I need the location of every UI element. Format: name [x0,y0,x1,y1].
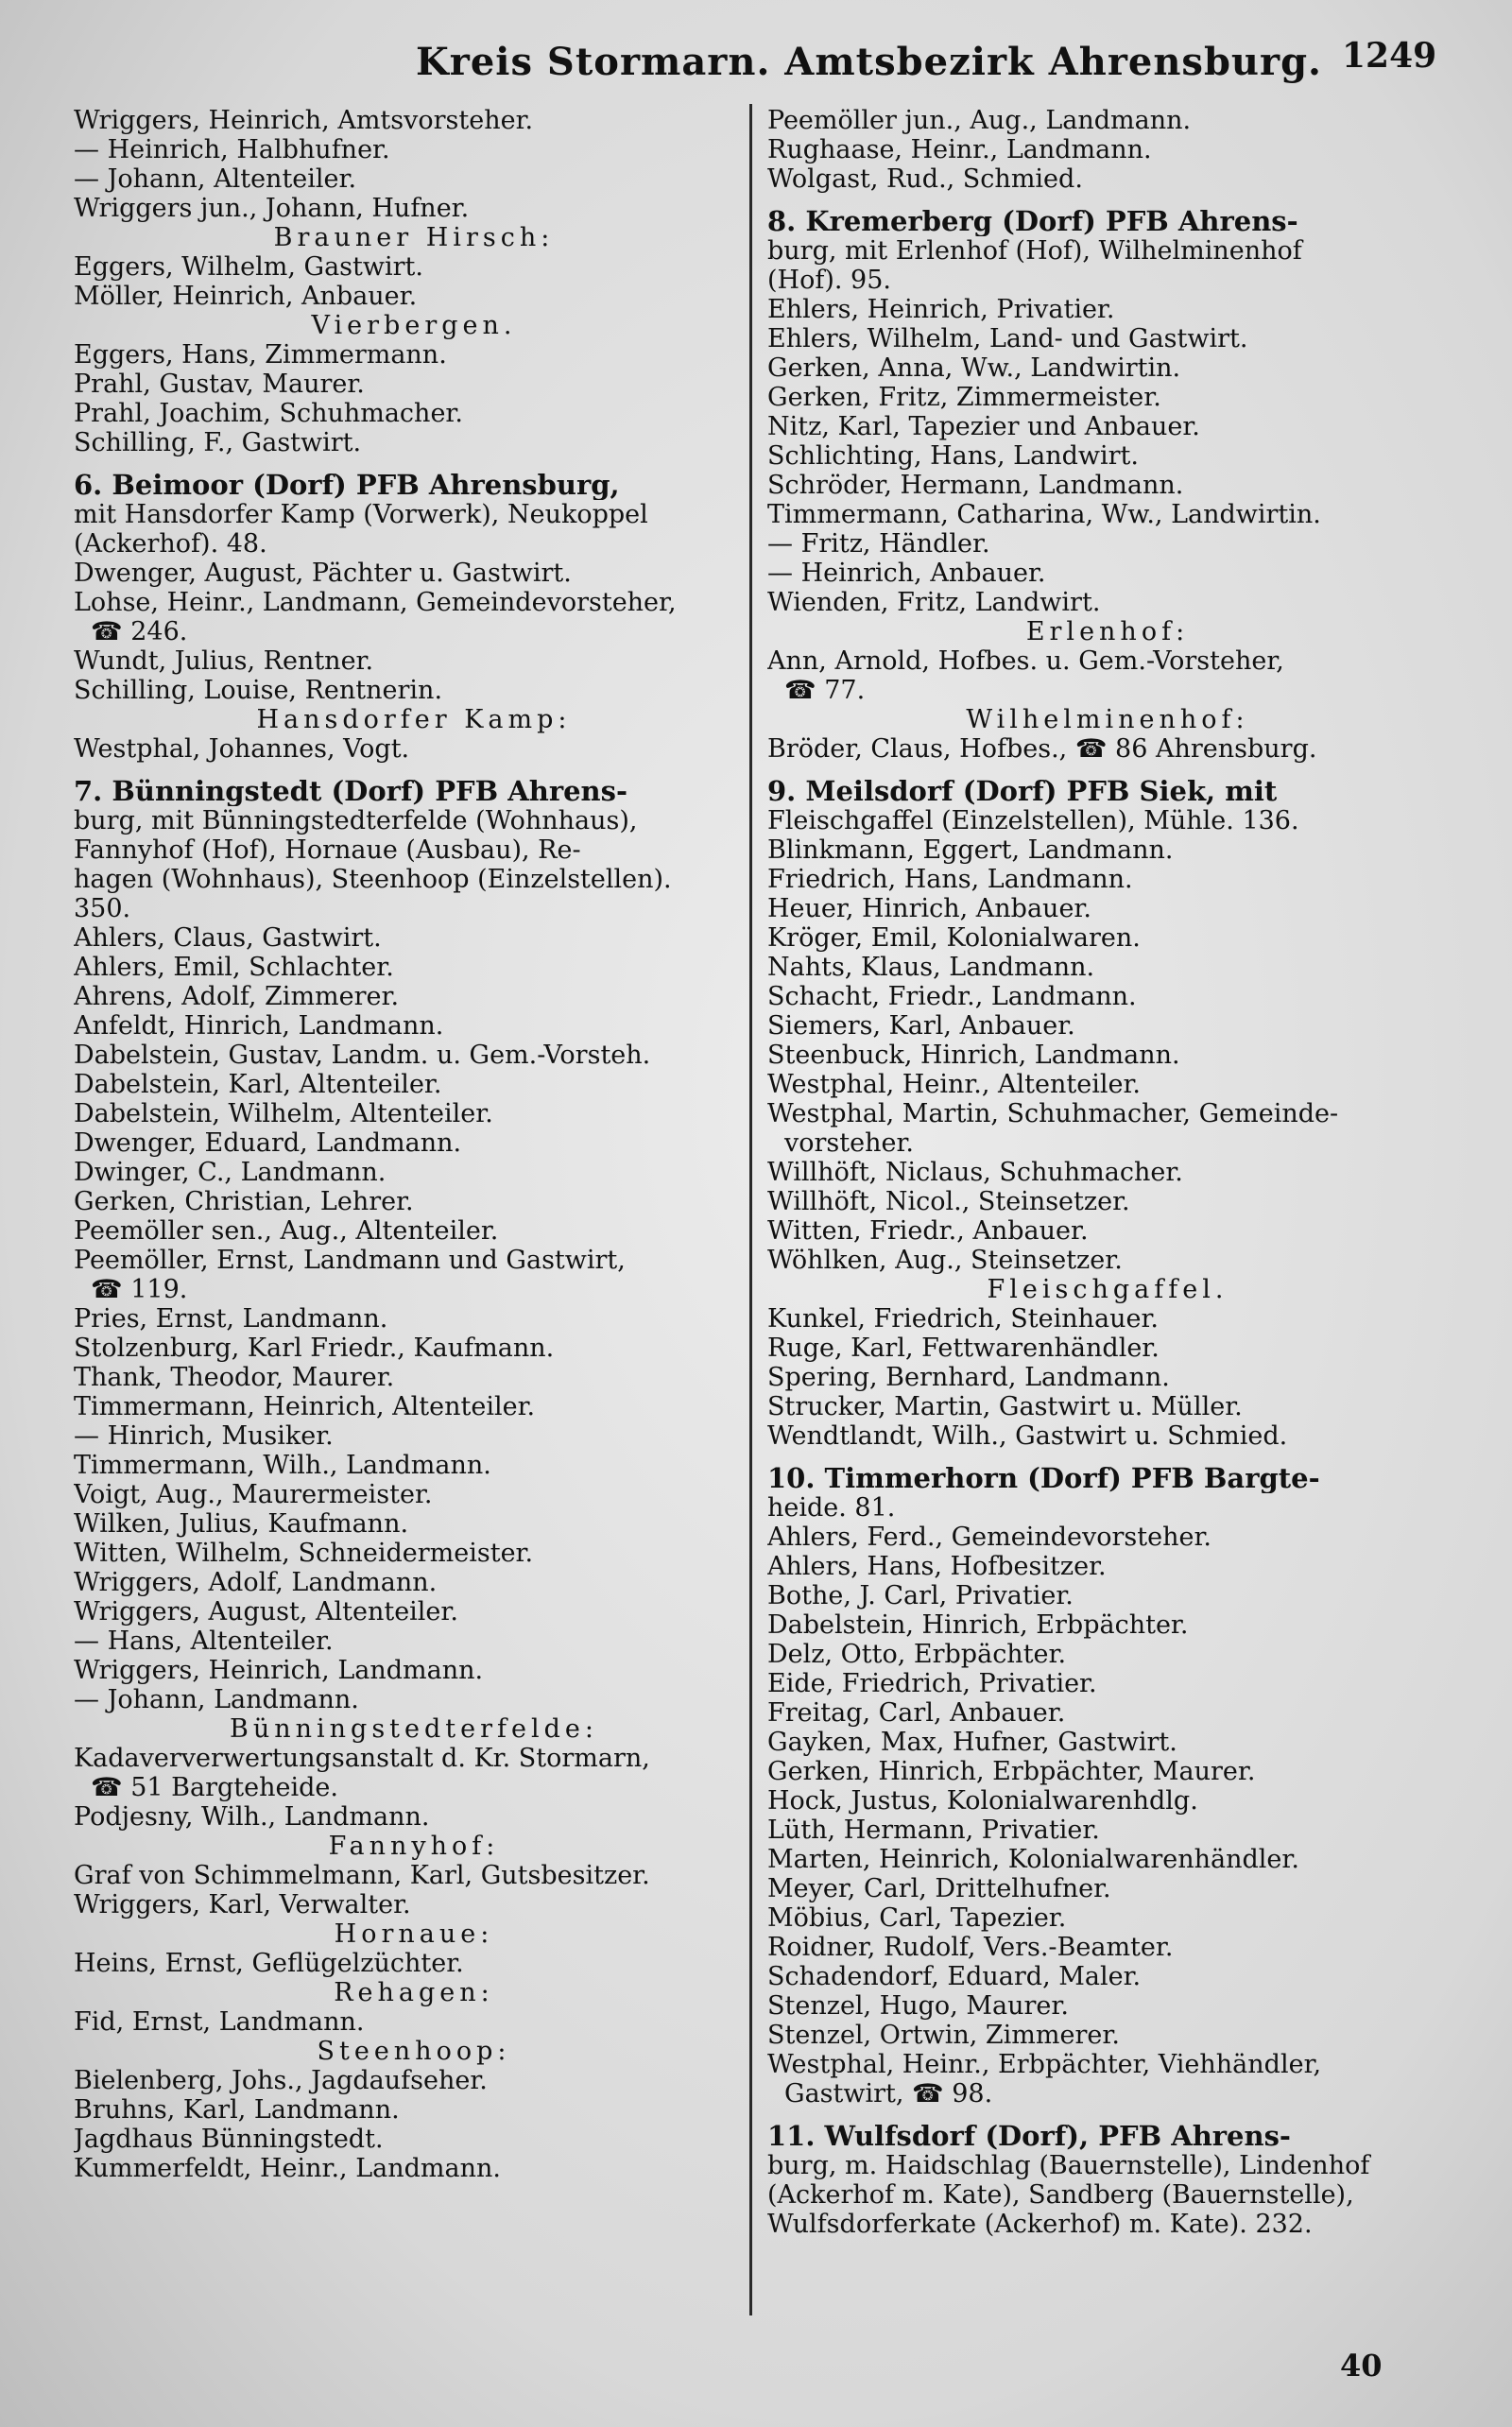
directory-entry: Wolgast, Rud., Schmied. [767,164,1083,194]
directory-entry: Fannyhof (Hof), Hornaue (Ausbau), Re- [74,835,581,865]
directory-entry: Kunkel, Friedrich, Steinhauer. [767,1304,1159,1334]
directory-entry: Dwinger, C., Landmann. [74,1158,387,1187]
directory-entry: Eide, Friedrich, Privatier. [767,1669,1097,1698]
directory-entry: Wendtlandt, Wilh., Gastwirt u. Schmied. [767,1421,1288,1451]
locality-subheading: Erlenhof: [1025,617,1190,646]
directory-entry: mit Hansdorfer Kamp (Vorwerk), Neukoppel [74,500,648,529]
locality-subheading: Fannyhof: [328,1832,500,1861]
directory-entry: Graf von Schimmelmann, Karl, Gutsbesitzer. [74,1861,650,1890]
municipality-heading: 9. Meilsdorf (Dorf) PFB Siek, mit [767,777,1278,806]
directory-entry: Heuer, Hinrich, Anbauer. [767,894,1091,923]
directory-entry: Ahlers, Claus, Gastwirt. [74,923,382,953]
directory-entry: Delz, Otto, Erbpächter. [767,1640,1067,1669]
directory-entry: Wienden, Fritz, Landwirt. [767,588,1101,617]
directory-entry: Dwenger, August, Pächter u. Gastwirt. [74,559,572,588]
directory-entry: burg, mit Bünningstedterfelde (Wohnhaus), [74,806,638,835]
directory-entry: Ehlers, Heinrich, Privatier. [767,295,1115,324]
directory-entry: Stolzenburg, Karl Friedr., Kaufmann. [74,1334,555,1363]
page-number: 1249 [1342,36,1437,76]
directory-entry: Peemöller jun., Aug., Landmann. [767,106,1192,135]
directory-entry: Timmermann, Heinrich, Altenteiler. [74,1392,536,1421]
directory-entry: Dabelstein, Wilhelm, Altenteiler. [74,1099,493,1128]
directory-entry: Peemöller, Ernst, Landmann und Gastwirt, [74,1246,626,1275]
directory-entry: Schröder, Hermann, Landmann. [767,471,1184,500]
municipality-heading: 8. Kremerberg (Dorf) PFB Ahrens- [767,207,1298,236]
directory-entry: hagen (Wohnhaus), Steenhoop (Einzelstellen). [74,865,672,894]
directory-entry: — Heinrich, Anbauer. [767,559,1046,588]
directory-entry: Willhöft, Niclaus, Schuhmacher. [767,1158,1183,1187]
directory-entry: Kröger, Emil, Kolonialwaren. [767,923,1141,953]
directory-entry: Eggers, Wilhelm, Gastwirt. [74,252,423,282]
directory-entry: Ruge, Karl, Fettwarenhändler. [767,1334,1160,1363]
directory-entry: Wilken, Julius, Kaufmann. [74,1509,409,1539]
directory-entry: (Ackerhof). 48. [74,529,267,559]
locality-subheading: Brauner Hirsch: [273,223,555,252]
directory-entry: Gerken, Anna, Ww., Landwirtin. [767,353,1181,383]
directory-entry: Stenzel, Hugo, Maurer. [767,1991,1069,2021]
directory-entry: — Heinrich, Halbhufner. [74,135,390,164]
directory-entry: Wundt, Julius, Rentner. [74,646,374,676]
directory-entry: Fleischgaffel (Einzelstellen), Mühle. 136. [767,806,1299,835]
directory-entry: Gayken, Max, Hufner, Gastwirt. [767,1728,1177,1757]
entry-continuation: ☎ 51 Bargteheide. [91,1773,338,1802]
locality-subheading: Bünningstedterfelde: [230,1714,598,1744]
right-column [767,106,1448,2239]
directory-entry: Willhöft, Nicol., Steinsetzer. [767,1187,1130,1216]
directory-entry: Westphal, Heinr., Altenteiler. [767,1070,1141,1099]
directory-entry: Gerken, Fritz, Zimmermeister. [767,383,1161,412]
directory-entry: heide. 81. [767,1493,896,1523]
directory-entry: Schilling, F., Gastwirt. [74,428,362,457]
directory-entry: Siemers, Karl, Anbauer. [767,1011,1075,1041]
directory-entry: Wulfsdorferkate (Ackerhof) m. Kate). 232. [767,2210,1313,2239]
entry-continuation: Gastwirt, ☎ 98. [784,2079,993,2109]
directory-entry: Wriggers, Karl, Verwalter. [74,1890,411,1919]
left-column [74,106,754,2183]
directory-entry: — Fritz, Händler. [767,529,990,559]
directory-entry: Westphal, Heinr., Erbpächter, Viehhändler, [767,2050,1322,2079]
column-divider [749,104,752,2315]
directory-entry: Anfeldt, Hinrich, Landmann. [74,1011,444,1041]
directory-entry: Ahlers, Emil, Schlachter. [74,953,394,982]
directory-entry: — Hinrich, Musiker. [74,1421,334,1451]
directory-entry: Westphal, Martin, Schuhmacher, Gemeinde- [767,1099,1339,1128]
entry-continuation: vorsteher. [784,1128,914,1158]
municipality-heading: 11. Wulfsdorf (Dorf), PFB Ahrens- [767,2122,1291,2151]
directory-entry: Roidner, Rudolf, Vers.-Beamter. [767,1933,1174,1962]
directory-entry: Ahrens, Adolf, Zimmerer. [74,982,400,1011]
directory-entry: Voigt, Aug., Maurermeister. [74,1480,433,1509]
directory-entry: Wriggers, Adolf, Landmann. [74,1568,438,1597]
directory-entry: Eggers, Hans, Zimmermann. [74,340,447,370]
directory-entry: burg, m. Haidschlag (Bauernstelle), Lindenhof [767,2151,1370,2180]
locality-subheading: Hornaue: [334,1919,494,1949]
directory-entry: Heins, Ernst, Geflügelzüchter. [74,1949,464,1978]
directory-entry: 350. [74,894,131,923]
entry-continuation: ☎ 77. [784,676,866,705]
directory-entry: burg, mit Erlenhof (Hof), Wilhelminenhof [767,236,1302,266]
directory-entry: Timmermann, Catharina, Ww., Landwirtin. [767,500,1321,529]
directory-entry: Schacht, Friedr., Landmann. [767,982,1137,1011]
directory-entry: Lüth, Hermann, Privatier. [767,1816,1100,1845]
directory-entry: Westphal, Johannes, Vogt. [74,734,410,764]
page-header [0,34,1512,91]
directory-entry: Marten, Heinrich, Kolonialwarenhändler. [767,1845,1299,1874]
directory-entry: Schadendorf, Eduard, Maler. [767,1962,1142,1991]
page-title: Kreis Stormarn. Amtsbezirk Ahrensburg. [416,40,1322,84]
directory-entry: Bothe, J. Carl, Privatier. [767,1581,1074,1610]
directory-entry: Pries, Ernst, Landmann. [74,1304,388,1334]
directory-entry: Dabelstein, Karl, Altenteiler. [74,1070,442,1099]
entry-continuation: ☎ 119. [91,1275,188,1304]
directory-entry: Ahlers, Ferd., Gemeindevorsteher. [767,1523,1212,1552]
directory-entry: Rughaase, Heinr., Landmann. [767,135,1152,164]
municipality-heading: 7. Bünningstedt (Dorf) PFB Ahrens- [74,777,628,806]
directory-entry: Fid, Ernst, Landmann. [74,2007,365,2037]
directory-entry: — Johann, Altenteiler. [74,164,357,194]
directory-entry: Witten, Friedr., Anbauer. [767,1216,1089,1246]
locality-subheading: Fleischgaffel. [987,1275,1228,1304]
directory-entry: Gerken, Hinrich, Erbpächter, Maurer. [767,1757,1256,1786]
directory-entry: (Hof). 95. [767,266,891,295]
locality-subheading: Steenhoop: [317,2037,511,2066]
directory-entry: (Ackerhof m. Kate), Sandberg (Bauernstelle), [767,2180,1354,2210]
directory-entry: Kadaververwertungsanstalt d. Kr. Stormarn, [74,1744,650,1773]
entry-continuation: ☎ 246. [91,617,188,646]
directory-entry: Wriggers, August, Altenteiler. [74,1597,458,1627]
directory-entry: Ann, Arnold, Hofbes. u. Gem.-Vorsteher, [767,646,1284,676]
directory-entry: Freitag, Carl, Anbauer. [767,1698,1066,1728]
directory-entry: Dabelstein, Hinrich, Erbpächter. [767,1610,1189,1640]
directory-entry: Bruhns, Karl, Landmann. [74,2095,400,2125]
directory-entry: Spering, Bernhard, Landmann. [767,1363,1170,1392]
directory-entry: Podjesny, Wilh., Landmann. [74,1802,430,1832]
footer-page-marker: 40 [1340,2348,1383,2384]
directory-entry: Ahlers, Hans, Hofbesitzer. [767,1552,1107,1581]
directory-entry: Jagdhaus Bünningstedt. [74,2125,384,2154]
directory-entry: Steenbuck, Hinrich, Landmann. [767,1041,1180,1070]
directory-entry: Strucker, Martin, Gastwirt u. Müller. [767,1392,1243,1421]
locality-subheading: Rehagen: [334,1978,494,2007]
municipality-heading: 6. Beimoor (Dorf) PFB Ahrensburg, [74,471,620,500]
directory-entry: Wriggers, Heinrich, Amtsvorsteher. [74,106,534,135]
directory-entry: — Hans, Altenteiler. [74,1627,334,1656]
directory-entry: Wriggers jun., Johann, Hufner. [74,194,470,223]
directory-entry: Schlichting, Hans, Landwirt. [767,441,1139,471]
directory-entry: Möbius, Carl, Tapezier. [767,1903,1067,1933]
directory-entry: Blinkmann, Eggert, Landmann. [767,835,1174,865]
directory-entry: Prahl, Joachim, Schuhmacher. [74,399,463,428]
directory-entry: Friedrich, Hans, Landmann. [767,865,1133,894]
directory-entry: Möller, Heinrich, Anbauer. [74,282,418,311]
directory-entry: Nahts, Klaus, Landmann. [767,953,1095,982]
locality-subheading: Wilhelminenhof: [966,705,1249,734]
directory-entry: Nitz, Karl, Tapezier und Anbauer. [767,412,1200,441]
directory-entry: Lohse, Heinr., Landmann, Gemeindevorsteher, [74,588,677,617]
directory-entry: Meyer, Carl, Drittelhufner. [767,1874,1111,1903]
directory-entry: Hock, Justus, Kolonialwarenhdlg. [767,1786,1198,1816]
directory-entry: Peemöller sen., Aug., Altenteiler. [74,1216,499,1246]
directory-entry: Witten, Wilhelm, Schneidermeister. [74,1539,534,1568]
directory-entry: — Johann, Landmann. [74,1685,359,1714]
locality-subheading: Vierbergen. [311,311,517,340]
directory-entry: Stenzel, Ortwin, Zimmerer. [767,2021,1120,2050]
directory-entry: Bröder, Claus, Hofbes., ☎ 86 Ahrensburg. [767,734,1317,764]
directory-entry: Thank, Theodor, Maurer. [74,1363,395,1392]
directory-entry: Kummerfeldt, Heinr., Landmann. [74,2154,501,2183]
directory-entry: Dwenger, Eduard, Landmann. [74,1128,462,1158]
directory-entry: Wriggers, Heinrich, Landmann. [74,1656,484,1685]
directory-entry: Bielenberg, Johs., Jagdaufseher. [74,2066,488,2095]
directory-entry: Wöhlken, Aug., Steinsetzer. [767,1246,1123,1275]
directory-entry: Ehlers, Wilhelm, Land- und Gastwirt. [767,324,1248,353]
directory-entry: Dabelstein, Gustav, Landm. u. Gem.-Vorsteh. [74,1041,651,1070]
directory-entry: Timmermann, Wilh., Landmann. [74,1451,491,1480]
municipality-heading: 10. Timmerhorn (Dorf) PFB Bargte- [767,1464,1320,1493]
directory-entry: Schilling, Louise, Rentnerin. [74,676,443,705]
directory-entry: Gerken, Christian, Lehrer. [74,1187,414,1216]
locality-subheading: Hansdorfer Kamp: [256,705,572,734]
directory-entry: Prahl, Gustav, Maurer. [74,370,365,399]
